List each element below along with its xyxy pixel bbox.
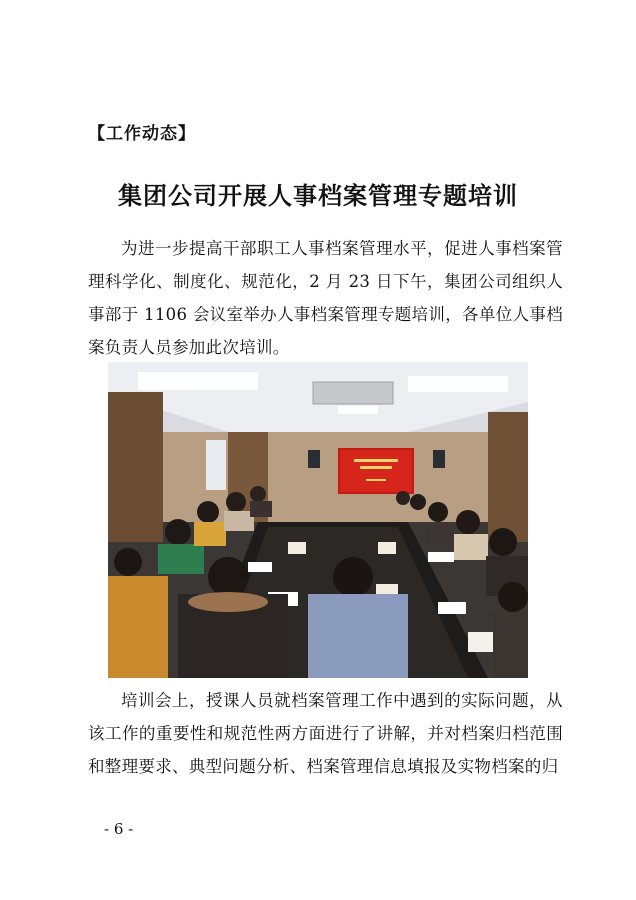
- meeting-photo: [108, 362, 528, 678]
- section-tag: 【工作动态】: [88, 124, 196, 144]
- page-number: - 6 -: [104, 820, 134, 838]
- paragraph-1: 为进一步提高干部职工人事档案管理水平，促进人事档案管理科学化、制度化、规范化，2 月 23 日下午，集团公司组织人事部于 1106 会议室举办人事档案管理专题培训，各单位人事档案负责人员参加此次培训。: [88, 239, 563, 357]
- document-title: 集团公司开展人事档案管理专题培训: [118, 181, 518, 210]
- paragraph-2: 培训会上，授课人员就档案管理工作中遇到的实际问题，从该工作的重要性和规范性两方面进行了讲解，并对档案归档范围和整理要求、典型问题分析、档案管理信息填报及实物档案的归: [88, 691, 563, 776]
